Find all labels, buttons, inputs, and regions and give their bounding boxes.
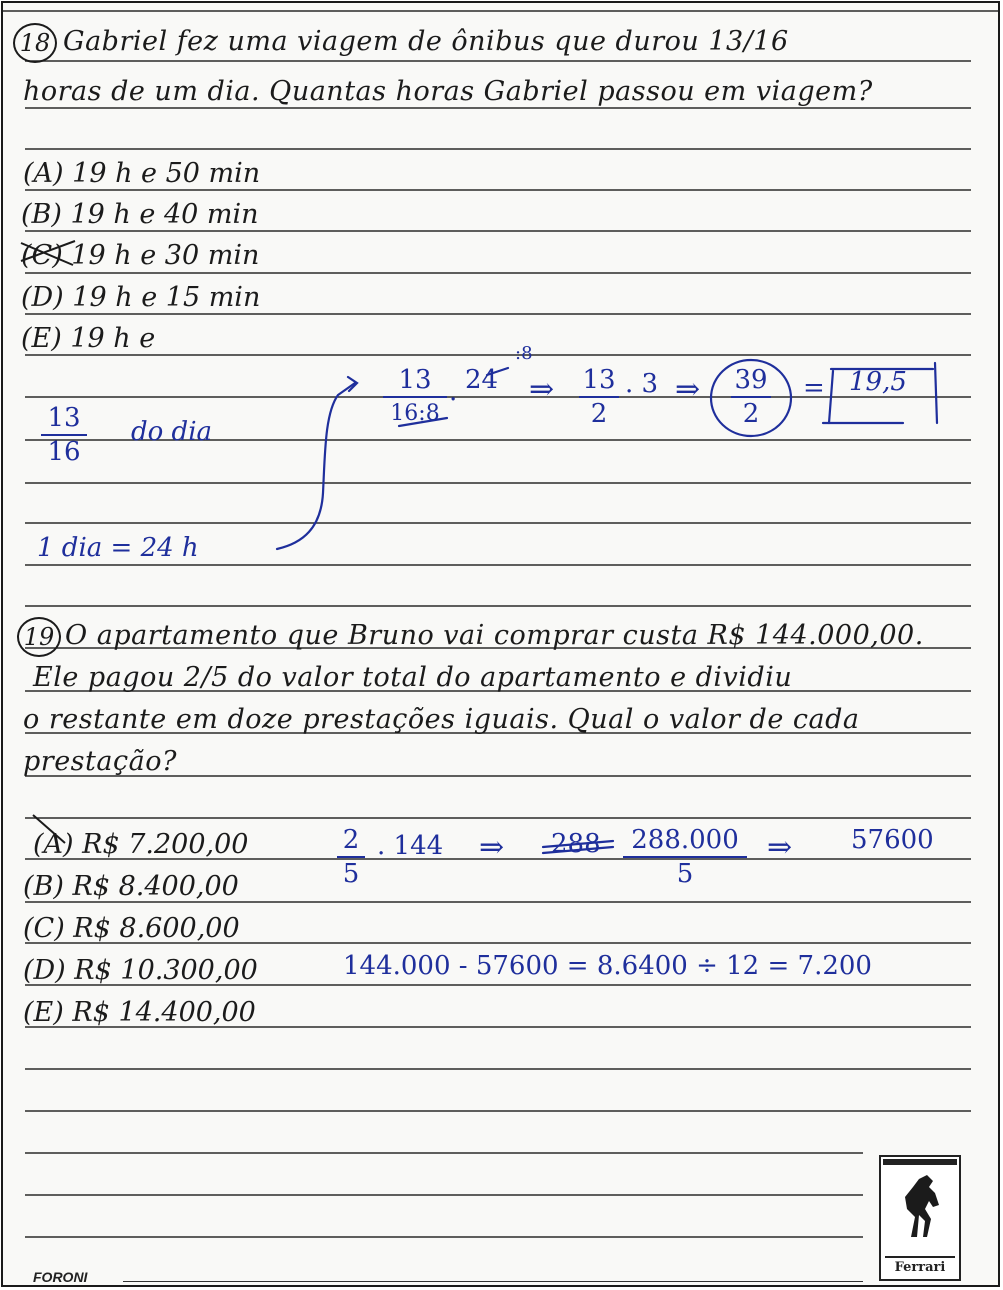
question-18-line-1: Gabriel fez uma viagem de ônibus que durou 13/16 [63,26,789,57]
footer-line [123,1281,863,1282]
dot-144: . 144 [377,831,444,861]
question-19-line-4: prestação? [23,746,177,777]
ferrari-wordmark: Ferrari [885,1256,955,1275]
value-24-crossed: 24 [465,365,499,395]
option-18-c: (C) 19 h e 30 min [21,240,260,271]
implies-arrow-3: ⇒ [479,830,505,865]
option-18-d: (D) 19 h e 15 min [21,282,261,313]
option-19-e: (E) R$ 14.400,00 [23,997,256,1028]
implies-arrow-4: ⇒ [767,830,793,865]
notebook-page [1,1,1000,1287]
dot-operator-1: . [449,377,458,407]
question-19-line-3: o restante em doze prestações iguais. Qual o valor de cada [23,704,860,735]
option-19-d: (D) R$ 10.300,00 [23,955,258,986]
fraction-13-over-2: 13 2 [579,365,619,429]
ferrari-logo [879,1155,961,1281]
option-19-c: (C) R$ 8.600,00 [23,913,240,944]
option-18-b: (B) 19 h e 40 min [21,199,259,230]
question-number-18: 18 [13,23,57,63]
equals-sign: = [803,373,825,403]
option-18-e: (E) 19 h e [21,323,156,354]
question-19-line-1: O apartamento que Bruno vai comprar custa R$ 144.000,00. [65,620,924,651]
fraction-2-over-5: 2 5 [337,825,365,889]
fraction-13-16: 13 16 [41,403,87,467]
option-18-a: (A) 19 h e 50 min [23,158,261,189]
implies-arrow-1: ⇒ [529,372,555,407]
crossed-288: 288 [551,829,601,859]
result-57600: 57600 [851,825,934,855]
question-18-line-2: horas de um dia. Quantas horas Gabriel passou em viagem? [23,76,873,107]
option-19-b: (B) R$ 8.400,00 [23,871,239,902]
do-dia-label: do dia [131,417,213,447]
brand-logo-foroni: FORONI [33,1269,88,1285]
fraction-39-over-2: 39 2 [731,365,771,429]
question-number-19: 19 [17,617,61,657]
question-19-line-2: Ele pagou 2/5 do valor total do apartamento e dividiu [33,662,793,693]
implies-arrow-2: ⇒ [675,372,701,407]
subtraction-and-division-line: 144.000 - 57600 = 8.6400 ÷ 12 = 7.200 [343,951,872,981]
divide-by-8-note: :8 [515,343,533,364]
option-19-a: (A) R$ 7.200,00 [33,829,249,860]
result-19-5: 19,5 [849,367,907,397]
fraction-288000-over-5: 288.000 5 [623,825,747,889]
prancing-horse-icon [881,1157,959,1253]
fraction-13-over-16-div-8: 13 16:8 [383,365,447,429]
times-3: . 3 [625,369,659,399]
one-day-equation: 1 dia = 24 h [37,533,199,563]
